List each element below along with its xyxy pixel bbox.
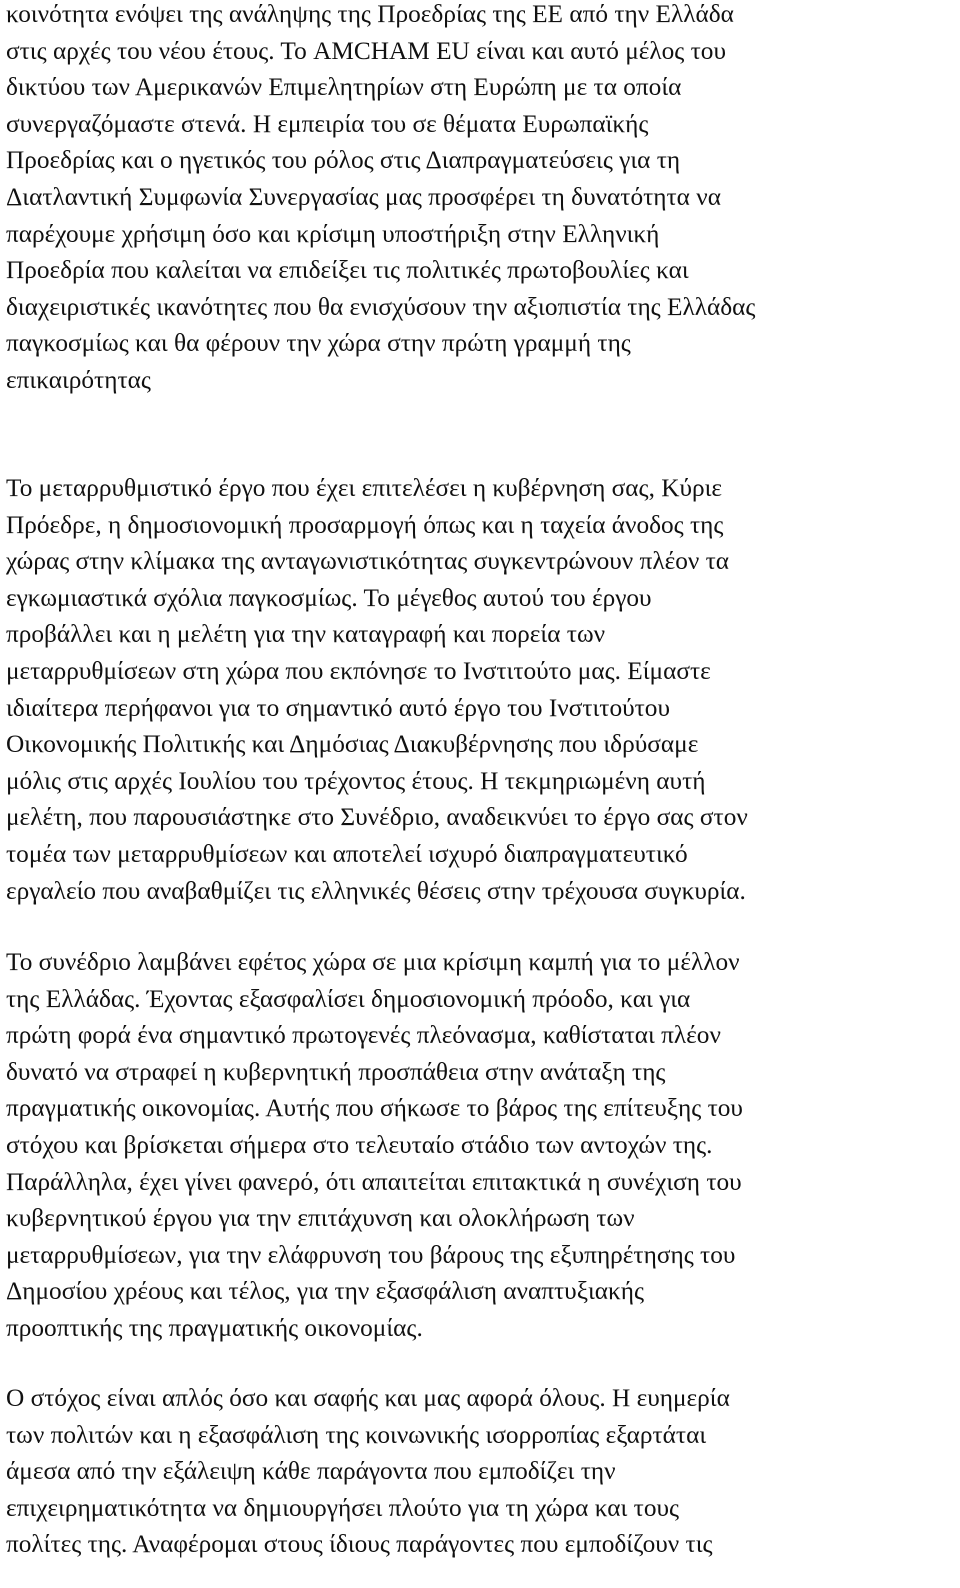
paragraph-2 xyxy=(6,470,956,909)
text-line: κυβερνητικού έργου για την επιτάχυνση και ολοκλήρωση των xyxy=(6,1204,635,1233)
text-line: συνεργαζόμαστε στενά. Η εμπειρία του σε θέματα Ευρωπαϊκής xyxy=(6,109,649,138)
text-line: διαχειριστικές ικανότητες που θα ενισχύσουν την αξιοπιστία της Ελλάδας xyxy=(6,292,756,321)
text-line: δικτύου των Αμερικανών Επιμελητηρίων στη Ευρώπη με τα οποία xyxy=(6,73,682,102)
paragraph-3 xyxy=(6,944,956,1347)
text-line: μόλις στις αρχές Ιουλίου του τρέχοντος έτους. Η τεκμηριωμένη αυτή xyxy=(6,766,706,795)
text-line: κοινότητα ενόψει της ανάληψης της Προεδρίας της ΕΕ από την Ελλάδα xyxy=(6,0,734,28)
text-line: μεταρρυθμίσεων, για την ελάφρυνση του βάρους της εξυπηρέτησης του xyxy=(6,1240,736,1269)
text-line: τομέα των μεταρρυθμίσεων και αποτελεί ισχυρό διαπραγματευτικό xyxy=(6,839,688,868)
text-line: Προεδρίας και ο ηγετικός του ρόλος στις Διαπραγματεύσεις για τη xyxy=(6,146,681,175)
text-line: Το μεταρρυθμιστικό έργο που έχει επιτελέσει η κυβέρνηση σας, Κύριε xyxy=(6,474,723,502)
paragraph-1 xyxy=(6,0,956,399)
text-line: εγκωμιαστικά σχόλια παγκοσμίως. Το μέγεθος αυτού του έργου xyxy=(6,583,652,612)
text-line: Παράλληλα, έχει γίνει φανερό, ότι απαιτείται επιτακτικά η συνέχιση του xyxy=(6,1167,742,1196)
text-line: στις αρχές του νέου έτους. Το AMCHAM EU είναι και αυτό μέλος του xyxy=(6,36,726,65)
text-line: των πολιτών και η εξασφάλιση της κοινωνικής ισορροπίας εξαρτάται xyxy=(6,1420,707,1449)
text-line: Οικονομικής Πολιτικής και Δημόσιας Διακυβέρνησης που ιδρύσαμε xyxy=(6,730,699,759)
text-line: ιδιαίτερα περήφανοι για το σημαντικό αυτό έργο του Ινστιτούτου xyxy=(6,693,670,722)
text-line: προβάλλει και η μελέτη για την καταγραφή και πορεία των xyxy=(6,620,606,649)
text-line: πρώτη φορά ένα σημαντικό πρωτογενές πλεόνασμα, καθίσταται πλέον xyxy=(6,1021,721,1050)
text-line: δυνατό να στραφεί η κυβερνητική προσπάθεια στην ανάταξη της xyxy=(6,1057,666,1086)
text-line: μεταρρυθμίσεων στη χώρα που εκπόνησε το Ινστιτούτο μας. Είμαστε xyxy=(6,656,711,685)
text-line: παγκοσμίως και θα φέρουν την χώρα στην πρώτη γραμμή της xyxy=(6,329,631,358)
text-line: επικαιρότητας xyxy=(6,365,151,394)
text-line: Διατλαντική Συμφωνία Συνεργασίας μας προσφέρει τη δυνατότητα να xyxy=(6,182,721,211)
text-line: παρέχουμε χρήσιμη όσο και κρίσιμη υποστήριξη στην Ελληνική xyxy=(6,219,660,248)
text-line: πραγματικής οικονομίας. Αυτής που σήκωσε το βάρος της επίτευξης του xyxy=(6,1094,743,1123)
text-line: Πρόεδρε, η δημοσιονομική προσαρμογή όπως και η ταχεία άνοδος της xyxy=(6,510,724,539)
text-line: άμεσα από την εξάλειψη κάθε παράγοντα που εμποδίζει την xyxy=(6,1457,616,1486)
text-line: μελέτη, που παρουσιάστηκε στο Συνέδριο, αναδεικνύει το έργο σας στον xyxy=(6,803,748,832)
text-line: στόχου και βρίσκεται σήμερα στο τελευταίο στάδιο των αντοχών της. xyxy=(6,1130,713,1159)
text-line: εργαλείο που αναβαθμίζει τις ελληνικές θέσεις στην τρέχουσα συγκυρία. xyxy=(6,876,746,905)
text-line: προοπτικής της πραγματικής οικονομίας. xyxy=(6,1313,423,1342)
paragraph-4 xyxy=(6,1380,956,1563)
text-line: επιχειρηματικότητα να δημιουργήσει πλούτο για τη χώρα και τους xyxy=(6,1493,680,1522)
text-line: πολίτες της. Αναφέρομαι στους ίδιους παράγοντες που εμποδίζουν τις xyxy=(6,1530,713,1559)
text-line: Δημοσίου χρέους και τέλος, για την εξασφάλιση αναπτυξιακής xyxy=(6,1277,645,1306)
text-line: Προεδρία που καλείται να επιδείξει τις πολιτικές πρωτοβουλίες και xyxy=(6,256,689,285)
text-line: της Ελλάδας. Έχοντας εξασφαλίσει δημοσιονομική πρόοδο, και για xyxy=(6,984,691,1013)
text-line: Το συνέδριο λαμβάνει εφέτος χώρα σε μια κρίσιμη καμπή για το μέλλον xyxy=(6,948,740,976)
text-line: Ο στόχος είναι απλός όσο και σαφής και μας αφορά όλους. Η ευημερία xyxy=(6,1384,730,1412)
text-line: χώρας στην κλίμακα της ανταγωνιστικότητας συγκεντρώνουν πλέον τα xyxy=(6,547,730,576)
